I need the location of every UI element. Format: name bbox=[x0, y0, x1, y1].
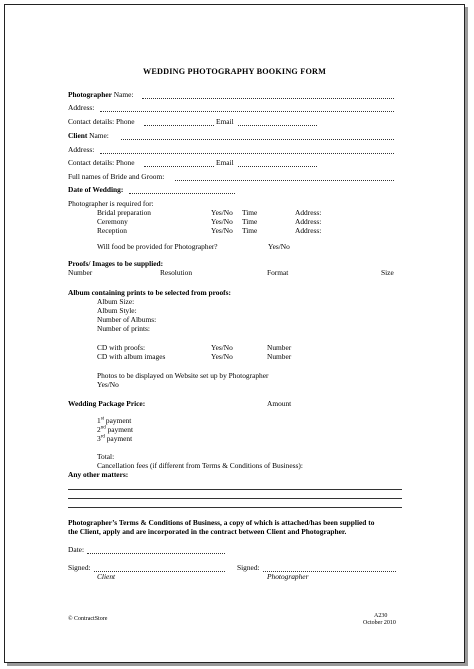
proofs-heading: Proofs/ Images to be supplied: bbox=[68, 259, 164, 268]
cd-number: Number bbox=[267, 343, 292, 352]
required-for-label: Photographer is required for: bbox=[68, 199, 154, 208]
bride-groom-label: Full names of Bride and Groom: bbox=[68, 172, 165, 181]
client-name-label: Name: bbox=[89, 131, 109, 140]
client-name-field[interactable] bbox=[121, 139, 394, 140]
payment-label: payment bbox=[106, 434, 133, 443]
photographer-phone-field[interactable] bbox=[144, 125, 214, 126]
photographer-name-field[interactable] bbox=[142, 98, 394, 99]
wedding-date-field[interactable] bbox=[129, 193, 235, 194]
required-yesno[interactable]: Yes/No bbox=[211, 208, 233, 217]
payment-ordinal: st bbox=[100, 416, 105, 422]
client-email-field[interactable] bbox=[238, 166, 317, 167]
food-question: Will food be provided for Photographer? bbox=[97, 242, 218, 251]
required-address: Address: bbox=[295, 226, 322, 235]
payment-number: 3 bbox=[97, 434, 101, 443]
required-item: Bridal preparation bbox=[97, 208, 151, 217]
client-signed-label: Signed: bbox=[68, 563, 91, 572]
photographer-phone-label: Contact details: Phone bbox=[68, 117, 135, 126]
required-time: Time bbox=[242, 226, 258, 235]
client-phone-field[interactable] bbox=[144, 166, 214, 167]
client-address-label: Address: bbox=[68, 145, 95, 154]
required-yesno[interactable]: Yes/No bbox=[211, 217, 233, 226]
date-field[interactable] bbox=[87, 553, 225, 554]
payment-number: 2 bbox=[97, 425, 101, 434]
food-yesno[interactable]: Yes/No bbox=[268, 242, 290, 251]
photographer-email-label: Email bbox=[216, 117, 234, 126]
client-heading: Client bbox=[68, 131, 88, 140]
photographer-heading: Photographer bbox=[68, 90, 112, 99]
cd-yesno[interactable]: Yes/No bbox=[211, 343, 233, 352]
wedding-date-label: Date of Wedding: bbox=[68, 185, 124, 194]
payment-ordinal: nd bbox=[100, 425, 106, 431]
payment-label: payment bbox=[107, 425, 134, 434]
other-matters-line[interactable] bbox=[68, 507, 402, 508]
payment-row bbox=[97, 434, 132, 443]
other-matters-heading: Any other matters: bbox=[68, 470, 129, 479]
required-address: Address: bbox=[295, 208, 322, 217]
client-phone-label: Contact details: Phone bbox=[68, 158, 135, 167]
required-yesno[interactable]: Yes/No bbox=[211, 226, 233, 235]
client-name-row bbox=[68, 131, 109, 140]
cd-number: Number bbox=[267, 352, 292, 361]
cd-label: CD with album images bbox=[97, 352, 166, 361]
album-field-label: Number of Albums: bbox=[97, 315, 157, 324]
payment-number: 1 bbox=[97, 416, 101, 425]
copyright-text: © ContractStore bbox=[68, 616, 108, 622]
payment-row bbox=[97, 425, 133, 434]
photographer-email-field[interactable] bbox=[238, 125, 317, 126]
photographer-name-label: Name: bbox=[113, 90, 134, 99]
photographer-name-row bbox=[68, 90, 134, 99]
proofs-column-format: Format bbox=[267, 268, 289, 277]
bride-groom-field[interactable] bbox=[175, 180, 394, 181]
package-heading: Wedding Package Price: bbox=[68, 399, 146, 408]
photographer-caption: Photographer bbox=[267, 572, 309, 581]
required-item: Ceremony bbox=[97, 217, 128, 226]
other-matters-line[interactable] bbox=[68, 489, 402, 490]
website-text: Photos to be displayed on Website set up by Photographer bbox=[97, 371, 269, 380]
album-field-label: Album Style: bbox=[97, 306, 137, 315]
album-heading: Album containing prints to be selected from proofs: bbox=[68, 288, 231, 297]
album-field-label: Number of prints: bbox=[97, 324, 150, 333]
proofs-column-resolution: Resolution bbox=[160, 268, 193, 277]
form-code: A230 bbox=[374, 613, 388, 619]
photographer-address-field[interactable] bbox=[100, 111, 394, 112]
form-date: October 2010 bbox=[363, 620, 396, 626]
cd-yesno[interactable]: Yes/No bbox=[211, 352, 233, 361]
album-field-label: Album Size: bbox=[97, 297, 135, 306]
cancellation-label: Cancellation fees (if different from Terms & Conditions of Business): bbox=[97, 461, 303, 470]
terms-text-line-2: the Client, apply and are incorporated in the contract between Client and Photographer. bbox=[68, 527, 347, 536]
client-address-field[interactable] bbox=[100, 153, 394, 154]
proofs-column-number: Number bbox=[68, 268, 93, 277]
proofs-column-size: Size bbox=[381, 268, 394, 277]
required-address: Address: bbox=[295, 217, 322, 226]
client-email-label: Email bbox=[216, 158, 234, 167]
cd-label: CD with proofs: bbox=[97, 343, 146, 352]
website-yesno[interactable]: Yes/No bbox=[97, 380, 119, 389]
terms-text-line-1: Photographer’s Terms & Conditions of Business, a copy of which is attached/has been supplied to bbox=[68, 518, 375, 527]
total-label: Total: bbox=[97, 452, 115, 461]
other-matters-line[interactable] bbox=[68, 498, 402, 499]
payment-row bbox=[97, 416, 131, 425]
required-time: Time bbox=[242, 208, 258, 217]
photographer-address-label: Address: bbox=[68, 103, 95, 112]
required-item: Reception bbox=[97, 226, 127, 235]
required-time: Time bbox=[242, 217, 258, 226]
payment-ordinal: rd bbox=[100, 434, 105, 440]
date-label: Date: bbox=[68, 545, 85, 554]
form-page bbox=[4, 4, 465, 663]
package-amount-label: Amount bbox=[267, 399, 292, 408]
client-caption: Client bbox=[97, 572, 116, 581]
payment-label: payment bbox=[105, 416, 132, 425]
photographer-signed-label: Signed: bbox=[237, 563, 260, 572]
form-title: WEDDING PHOTOGRAPHY BOOKING FORM bbox=[142, 67, 327, 76]
